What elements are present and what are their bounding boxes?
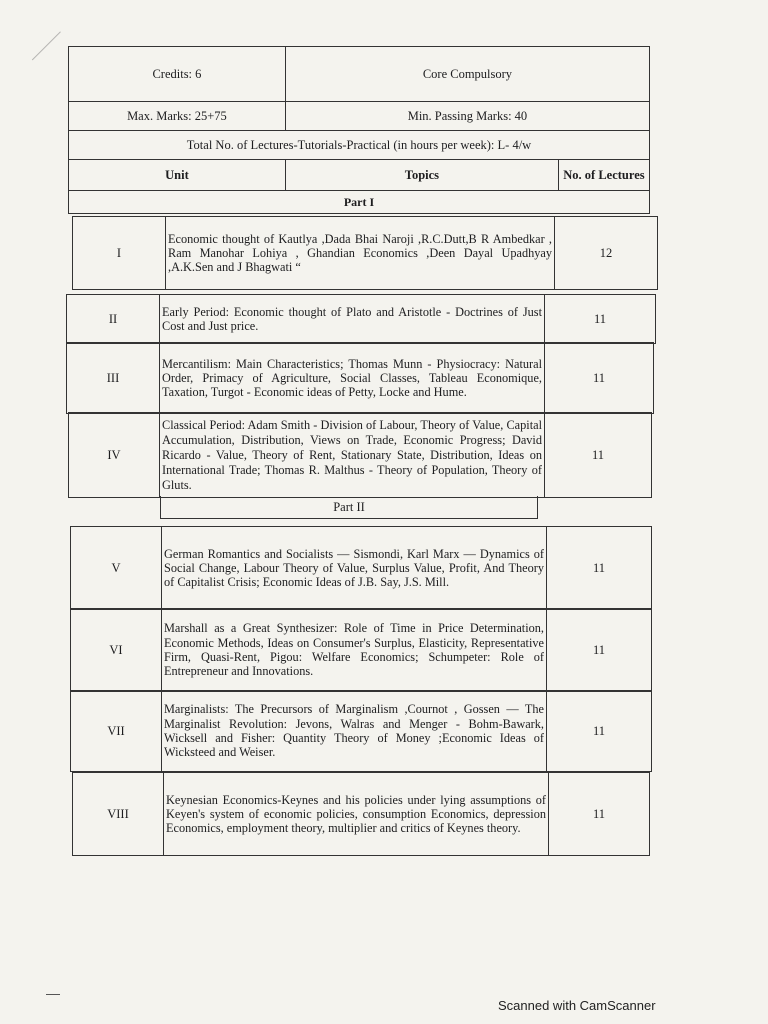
- unit-lectures: 11: [547, 527, 652, 610]
- unit-row-iii: [66, 342, 654, 414]
- unit-number: IV: [69, 413, 160, 498]
- unit-number: VII: [71, 691, 162, 772]
- course-type-cell: Core Compulsory: [285, 47, 649, 102]
- unit-number: VI: [71, 609, 162, 692]
- part-2-heading-table: [160, 496, 538, 519]
- unit-topics: Marginalists: The Precursors of Marginalism ,Cournot , Gossen — The Marginalist Revolution: Jevons, Walras and Menger - Bohm-Bawark, Wicksell and Fisher: Quantity Theory of Money ;Economic Ideas of Wicksteed and Weiser.: [162, 691, 547, 772]
- unit-row-viii: [72, 772, 650, 856]
- unit-topics: Keynesian Economics-Keynes and his policies under lying assumptions of Keyen's system of economic policies, consumption Economics, depression Economics, employment theory, multiplier and critics of Keynes theory.: [164, 773, 549, 856]
- unit-lectures: 11: [547, 691, 652, 772]
- unit-topics: Marshall as a Great Synthesizer: Role of Time in Price Determination, Economic Methods, Ideas on Consumer's Surplus, Elasticity, Representative Firm, Quasi-Rent, Pigou: Welfare Economics; Schumpeter: Role of Entrepreneur and Innovations.: [162, 609, 547, 692]
- unit-topics: Classical Period: Adam Smith - Division of Labour, Theory of Value, Capital Accumulation, Distribution, Views on Trade, Economic Progress; David Ricardo - Value, Theory of Rent, Stationary State, Distribution, Ideas on International Trade; Thomas R. Malthus - Theory of Population, Theory of Gluts.: [160, 413, 545, 498]
- part-1-heading: Part I: [69, 191, 650, 214]
- unit-topics: Mercantilism: Main Characteristics; Thomas Munn - Physiocracy: Natural Order, Primacy of Agriculture, Social Classes, Tableau Economique, Taxation, Turgot - Economic ideas of Petty, Locke and Hume.: [160, 343, 545, 414]
- unit-lectures: 12: [555, 217, 658, 290]
- part-2-heading: Part II: [161, 496, 538, 519]
- unit-row-vi: [70, 608, 652, 692]
- unit-row-v: [70, 526, 652, 610]
- max-marks-cell: Max. Marks: 25+75: [69, 102, 286, 131]
- lectures-info-cell: Total No. of Lectures-Tutorials-Practical (in hours per week): L- 4/w: [69, 131, 650, 160]
- unit-row-i: [72, 216, 658, 290]
- unit-lectures: 11: [545, 413, 652, 498]
- unit-lectures: 11: [547, 609, 652, 692]
- topics-column-header: Topics: [285, 160, 558, 191]
- unit-topics: German Romantics and Socialists — Sismondi, Karl Marx — Dynamics of Social Change, Labour Theory of Value, Surplus Value, Profit, And Theory of Capitalist Crisis; Economic Ideas of J.B. Say, J.S. Mill.: [162, 527, 547, 610]
- scanner-watermark: Scanned with CamScanner: [498, 998, 656, 1013]
- scan-mark: [46, 994, 60, 995]
- unit-topics: Economic thought of Kautlya ,Dada Bhai Naroji ,R.C.Dutt,B R Ambedkar , Ram Manohar Lohiya , Ghandian Economics ,Deen Dayal Upadhyay ,A.K.Sen and J Bhagwati “: [166, 217, 555, 290]
- lectures-column-header: No. of Lectures: [558, 160, 649, 191]
- credits-cell: Credits: 6: [69, 47, 286, 102]
- min-passing-cell: Min. Passing Marks: 40: [285, 102, 649, 131]
- syllabus-header-table: [68, 46, 650, 214]
- unit-topics: Early Period: Economic thought of Plato and Aristotle - Doctrines of Just Cost and Just price.: [160, 295, 545, 344]
- unit-number: V: [71, 527, 162, 610]
- unit-number: I: [73, 217, 166, 290]
- unit-column-header: Unit: [69, 160, 286, 191]
- unit-lectures: 11: [545, 343, 654, 414]
- unit-row-vii: [70, 690, 652, 772]
- unit-row-ii: [66, 294, 656, 344]
- unit-number: VIII: [73, 773, 164, 856]
- unit-lectures: 11: [549, 773, 650, 856]
- unit-lectures: 11: [545, 295, 656, 344]
- unit-number: III: [67, 343, 160, 414]
- unit-row-iv: [68, 412, 652, 498]
- unit-number: II: [67, 295, 160, 344]
